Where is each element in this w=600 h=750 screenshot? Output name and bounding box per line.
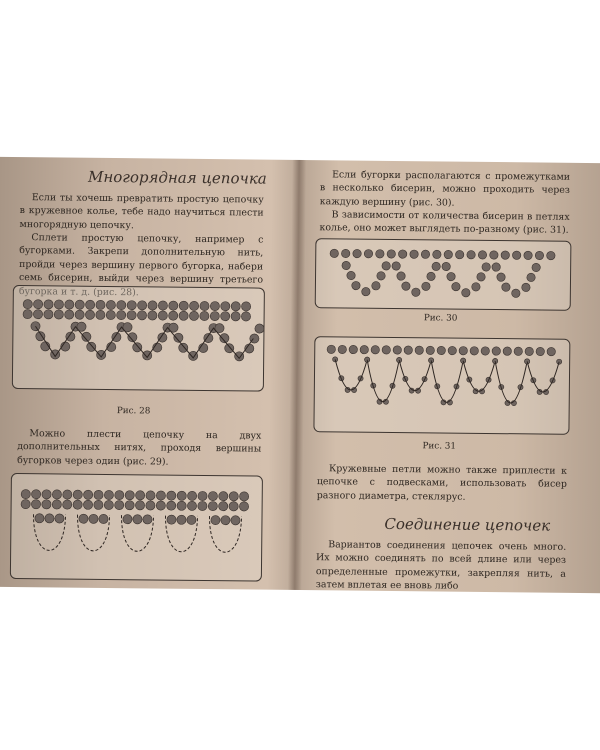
bead — [187, 515, 196, 524]
bead — [477, 273, 485, 281]
bead — [55, 514, 64, 523]
bead — [497, 273, 505, 281]
bead — [448, 346, 456, 354]
bead — [179, 311, 188, 320]
bead — [377, 272, 385, 280]
bead — [198, 501, 207, 510]
bead — [229, 502, 238, 511]
bead — [341, 249, 349, 257]
bead — [382, 346, 390, 354]
bead — [104, 490, 113, 499]
bead — [535, 251, 543, 259]
bead — [481, 347, 489, 355]
figure-28-drawing — [13, 286, 264, 391]
bead — [382, 262, 390, 270]
bead — [437, 346, 445, 354]
thread-path — [463, 361, 495, 392]
bead — [127, 311, 136, 320]
bead — [35, 514, 44, 523]
bead — [79, 514, 88, 523]
bead — [547, 347, 555, 355]
open-book — [0, 157, 600, 593]
bead — [89, 514, 98, 523]
bead — [376, 250, 384, 258]
bead — [146, 501, 155, 510]
bead — [442, 262, 450, 270]
right-paragraph-2: В зависимости от количества бисерин в петлях колье, оно может выглядеть по-разному (рис. 31). — [319, 209, 570, 237]
bead — [85, 300, 94, 309]
caption-fig-31: Рис. 31 — [422, 441, 457, 452]
right-paragraph-1: Если бугорки располагаются с промежутками в несколько бисерин, можно проходить через каждую вершину (рис. 30). — [319, 169, 571, 209]
bead — [398, 250, 406, 258]
bead — [148, 301, 157, 310]
thread-path — [335, 359, 367, 390]
bead — [467, 251, 475, 259]
bead — [482, 263, 490, 271]
bead — [210, 301, 219, 310]
bead — [404, 346, 412, 354]
bead — [104, 500, 113, 509]
bead — [23, 309, 32, 318]
bead — [167, 491, 176, 500]
bead — [156, 501, 165, 510]
bead — [156, 491, 165, 500]
left-page — [0, 157, 296, 590]
bead — [169, 301, 178, 310]
bead — [44, 300, 53, 309]
bead — [42, 490, 51, 499]
bead — [99, 514, 108, 523]
bead — [241, 302, 250, 311]
bead — [179, 343, 188, 352]
bead — [23, 299, 32, 308]
bead — [452, 282, 460, 290]
bead — [169, 311, 178, 320]
bead — [360, 345, 368, 353]
bead — [514, 347, 522, 355]
bead — [387, 250, 395, 258]
figure-30-drawing — [316, 239, 571, 310]
thread-path — [495, 361, 527, 403]
bead — [133, 515, 142, 524]
bead — [146, 491, 155, 500]
bead — [527, 273, 535, 281]
bead — [492, 347, 500, 355]
bead — [433, 250, 441, 258]
bead — [327, 345, 335, 353]
bead — [338, 345, 346, 353]
bead — [362, 287, 370, 295]
bead — [239, 492, 248, 501]
bead — [189, 311, 198, 320]
bead — [158, 301, 167, 310]
bead — [349, 345, 357, 353]
bead — [54, 310, 63, 319]
bead — [402, 282, 410, 290]
bead — [31, 490, 40, 499]
bead — [65, 300, 74, 309]
bead — [490, 251, 498, 259]
bead — [455, 250, 463, 258]
bead — [31, 500, 40, 509]
bead — [117, 300, 126, 309]
bead — [44, 310, 53, 319]
bead — [179, 301, 188, 310]
bead — [231, 302, 240, 311]
bead — [525, 347, 533, 355]
bead — [75, 310, 84, 319]
bead — [94, 500, 103, 509]
bead — [229, 492, 238, 501]
bead — [65, 310, 74, 319]
bead — [137, 311, 146, 320]
bead — [241, 312, 250, 321]
bead — [83, 500, 92, 509]
bead — [115, 490, 124, 499]
right-paragraph-3: Кружевные петли можно также приплести к цепочке с подвесками, использовать бисер разного диаметра, стеклярус. — [316, 463, 568, 503]
bead — [524, 251, 532, 259]
bead — [231, 516, 240, 525]
bead — [371, 346, 379, 354]
bead — [187, 501, 196, 510]
bead — [210, 311, 219, 320]
bead — [422, 282, 430, 290]
bead — [125, 501, 134, 510]
figure-31-beadwork — [313, 336, 570, 435]
bead — [187, 491, 196, 500]
bead — [353, 249, 361, 257]
bead — [200, 311, 209, 320]
left-paragraph-2: Сплети простую цепочку, например с бугорками. Закрепи дополнительную нить, пройди через вершину первого бугорка, набери семь бисерин, выйди через вершину третьего бугорка и т. д. (рис. 28). — [18, 232, 264, 298]
bead — [547, 251, 555, 259]
bead — [137, 301, 146, 310]
bead — [167, 501, 176, 510]
bead — [33, 300, 42, 309]
bead — [459, 346, 467, 354]
bead — [512, 251, 520, 259]
bead — [501, 251, 509, 259]
bead — [54, 300, 63, 309]
bead — [52, 500, 61, 509]
bead — [106, 310, 115, 319]
bead — [492, 263, 500, 271]
bead — [63, 500, 72, 509]
bead — [447, 272, 455, 280]
bead — [352, 281, 360, 289]
caption-fig-30: Рис. 30 — [423, 313, 458, 324]
bead — [239, 502, 248, 511]
bead — [63, 490, 72, 499]
bead — [512, 289, 520, 297]
bead — [342, 261, 350, 269]
section-heading-chain-joining: Соединение цепочек — [384, 514, 551, 535]
bead — [255, 324, 264, 333]
bead — [115, 500, 124, 509]
bead — [177, 501, 186, 510]
bead — [73, 490, 82, 499]
bead — [106, 300, 115, 309]
thread-path — [431, 360, 463, 402]
figure-28-beadwork — [12, 285, 265, 392]
bead — [532, 263, 540, 271]
bead — [21, 489, 30, 498]
thread-path — [399, 360, 431, 391]
caption-fig-28: Рис. 28 — [116, 406, 151, 417]
bead — [503, 347, 511, 355]
bead — [462, 288, 470, 296]
bead — [219, 492, 228, 501]
bead — [426, 346, 434, 354]
bead — [127, 301, 136, 310]
bead — [158, 311, 167, 320]
bead — [330, 249, 338, 257]
bead — [45, 514, 54, 523]
figure-30-beadwork — [315, 238, 572, 311]
bead — [96, 300, 105, 309]
bead — [177, 515, 186, 524]
bead — [208, 491, 217, 500]
bead — [135, 491, 144, 500]
bead — [135, 501, 144, 510]
bead — [83, 490, 92, 499]
bead — [421, 250, 429, 258]
bead — [75, 300, 84, 309]
figure-31-drawing — [314, 337, 569, 434]
bead — [412, 288, 420, 296]
bead — [52, 490, 61, 499]
bead — [143, 515, 152, 524]
left-paragraph-1: Если ты хочешь превратить простую цепочку в кружевное колье, тебе надо научиться плести многорядную цепочку. — [19, 192, 264, 232]
bead — [393, 346, 401, 354]
bead — [133, 343, 142, 352]
bead — [427, 272, 435, 280]
thread-path — [527, 361, 559, 392]
bead — [167, 515, 176, 524]
right-paragraph-4: Вариантов соединения цепочек очень много. Их можно соединять по всей длине или через определенные промежутки, закрепляя нить, а затем вплетая ее вновь либо — [315, 539, 567, 592]
bead — [432, 262, 440, 270]
bead — [536, 347, 544, 355]
bead — [472, 283, 480, 291]
bead — [73, 500, 82, 509]
bead — [94, 490, 103, 499]
bead — [415, 346, 423, 354]
left-paragraph-3: Можно плести цепочку на двух дополнительных нитях, проходя вершины бугорков через один (рис. 29). — [17, 428, 262, 468]
figure-29-drawing — [11, 474, 262, 581]
bead — [211, 515, 220, 524]
bead — [231, 312, 240, 321]
bead — [117, 310, 126, 319]
bead — [221, 516, 230, 525]
bead — [347, 271, 355, 279]
bead — [364, 249, 372, 257]
bead — [221, 302, 230, 311]
bead — [470, 347, 478, 355]
bead — [125, 491, 134, 500]
section-heading-multirow-chain: Многорядная цепочка — [87, 167, 267, 188]
bead — [522, 283, 530, 291]
bead — [372, 282, 380, 290]
bead — [33, 310, 42, 319]
thread-path — [367, 360, 399, 402]
bead — [87, 342, 96, 351]
bead — [397, 272, 405, 280]
bead — [21, 499, 30, 508]
bead — [392, 262, 400, 270]
bead — [200, 301, 209, 310]
bead — [96, 310, 105, 319]
bead — [198, 491, 207, 500]
bead — [148, 311, 157, 320]
bead — [225, 344, 234, 353]
bead — [502, 283, 510, 291]
bead — [208, 501, 217, 510]
bead — [410, 250, 418, 258]
bead — [177, 491, 186, 500]
bead — [219, 502, 228, 511]
bead — [221, 312, 230, 321]
bead — [444, 250, 452, 258]
bead — [478, 251, 486, 259]
right-page — [298, 160, 600, 593]
figure-29-beadwork — [10, 473, 263, 582]
bead — [42, 500, 51, 509]
bead — [85, 310, 94, 319]
bead — [189, 301, 198, 310]
bead — [123, 515, 132, 524]
